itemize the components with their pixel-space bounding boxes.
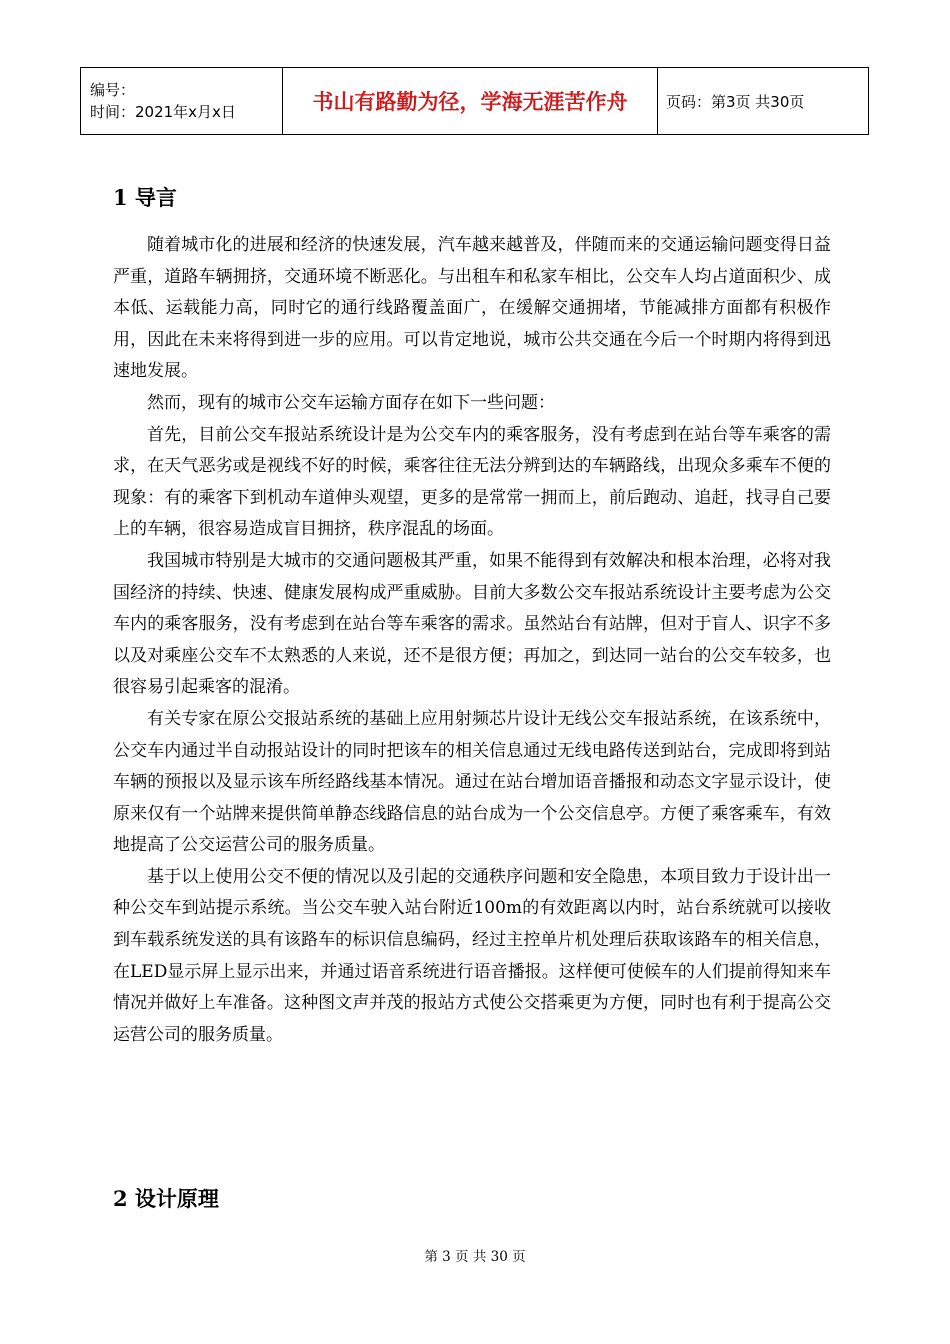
page-footer [0, 1245, 950, 1265]
introduction-body [113, 230, 831, 1051]
paragraph: 随着城市化的进展和经济的快速发展，汽车越来越普及，伴随而来的交通运输问题变得日益严重，道路车辆拥挤，交通环境不断恶化。与出租车和私家车相比，公交车人均占道面积少、成本低、运载能力高，同时它的通行线路覆盖面广，在缓解交通拥堵，节能减排方面都有积极作用，因此在未来将得到进一步的应用。可以肯定地说，城市公共交通在今后一个时期内将得到迅速地发展。 [113, 235, 831, 382]
section-title-introduction: 1 导言 [113, 185, 177, 210]
paragraph: 然而，现有的城市公交车运输方面存在如下一些问题： [147, 392, 555, 413]
footer-page-number: 第 3 页 共 30 页 [424, 1249, 526, 1265]
header-time: 时间：2021年x月x日 [90, 103, 236, 121]
section-title-design-principle: 2 设计原理 [113, 1186, 219, 1211]
header-code: 编号： [90, 81, 136, 99]
document-header [80, 67, 869, 135]
paragraph: 有关专家在原公交报站系统的基础上应用射频芯片设计无线公交车报站系统，在该系统中，公交车内通过半自动报站设计的同时把该车的相关信息通过无线电路传送到站台，完成即将到站车辆的预报以及显示该车所经路线基本情况。通过在站台增加语音播报和动态文字显示设计，使原来仅有一个站牌来提供简单静态线路信息的站台成为一个公交信息亭。方便了乘客乘车，有效地提高了公交运营公司的服务质量。 [113, 708, 831, 856]
paragraph: 我国城市特别是大城市的交通问题极其严重，如果不能得到有效解决和根本治理，必将对我国经济的持续、快速、健康发展构成严重威胁。目前大多数公交车报站系统设计主要考虑为公交车内的乘客服务，没有考虑到在站台等车乘客的需求。虽然站台有站牌，但对于盲人、识字不多以及对乘座公交车不太熟悉的人来说，还不是很方便；再加之，到达同一站台的公交车较多，也很容易引起乘客的混淆。 [113, 550, 831, 698]
paragraph: 首先，目前公交车报站系统设计是为公交车内的乘客服务，没有考虑到在站台等车乘客的需求，在天气恶劣或是视线不好的时候，乘客往往无法分辨到达的车辆路线，出现众多乘车不便的现象：有的乘客下到机动车道伸头观望，更多的是常常一拥而上，前后跑动、追赶，找寻自己要上的车辆，很容易造成盲目拥挤，秩序混乱的场面。 [113, 424, 831, 540]
header-motto: 书山有路勤为径，学海无涯苦作舟 [283, 68, 658, 134]
header-page: 页码：第3页 共30页 [666, 92, 805, 111]
paragraph: 基于以上使用公交不便的情况以及引起的交通秩序问题和安全隐患，本项目致力于设计出一种公交车到站提示系统。当公交车驶入站台附近100m的有效距离以内时，站台系统就可以接收到车载系统发送的具有该路车的标识信息编码，经过主控单片机处理后获取该路车的相关信息，在LED显示屏上显示出来，并通过语音系统进行语音播报。这样便可使候车的人们提前得知来车情况并做好上车准备。这种图文声并茂的报站方式使公交搭乘更为方便，同时也有利于提高公交运营公司的服务质量。 [113, 866, 831, 1045]
header-meta [81, 68, 283, 134]
